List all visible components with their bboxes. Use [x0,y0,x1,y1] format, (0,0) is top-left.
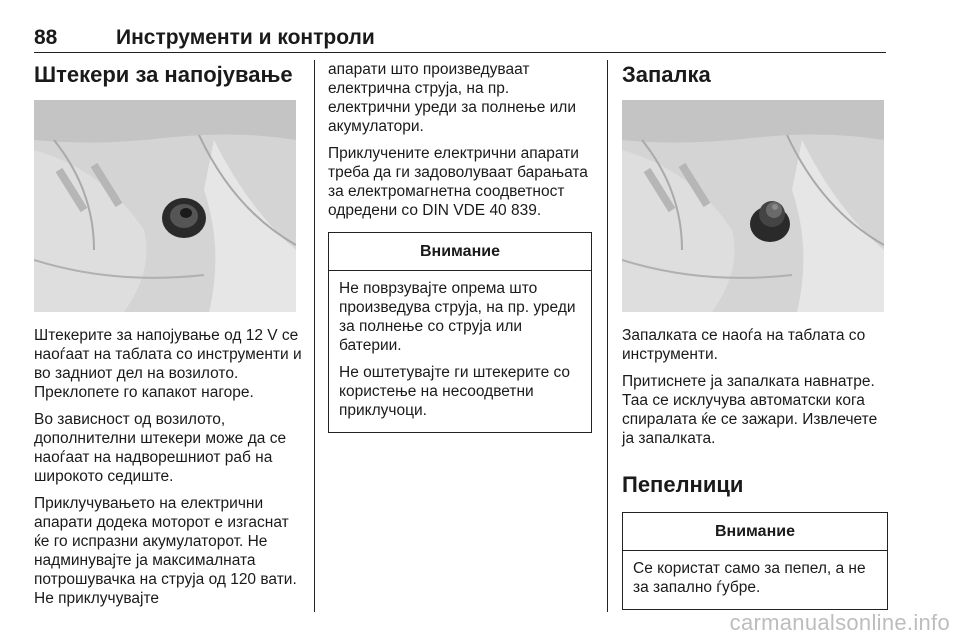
section-heading: Запалка [622,62,711,87]
cigarette-lighter-illustration [622,100,884,312]
section-heading: Штекери за напојување [34,62,293,87]
section-heading: Пепелници [622,472,744,497]
column-divider [607,60,608,612]
paragraph: апарати што произведуваат електрична струја, на пр. електрични уреди за полнење или акумулатори. [328,61,576,135]
paragraph: Во зависност од возилото, дополнителни штекери може да се наоѓаат на надворешниот раб на широкото седиште. [34,411,287,485]
page-number: 88 [34,26,58,49]
column-continued [328,60,592,433]
paragraph: Приклучувањето на електрични апарати додека моторот е изгаснат ќе го испразни акумулаторот. Не надминувајте ја максималната потрошувачка на струја од 120 вати. Не приклучувајте [34,495,297,607]
paragraph: Запалката се наоѓа на таблата со инструменти. [622,327,866,363]
column-lighter [622,60,888,610]
caution-text: Се користат само за пепел, а не за запално ѓубре. [633,560,866,596]
power-socket-illustration [34,100,296,312]
paragraph: Штекерите за напојување од 12 V се наоѓаат на таблата со инструменти и во задниот дел на возилото. Преклопете го капакот нагоре. [34,327,302,401]
caution-box [622,512,888,610]
paragraph: Притиснете ја запалката навнатре. Таа се исклучува автоматски кога спиралата ќе се зажари. Извлечете ја запалката. [622,373,878,447]
paragraph: Приклучените електрични апарати треба да ги задоволуваат барањата за електромагнетна соодветност одредени со DIN VDE 40 839. [328,145,588,219]
caution-text: Не оштетувајте ги штекерите со користење на несоодветни приклучоци. [339,364,571,419]
caution-title: Внимание [623,513,887,551]
column-divider [314,60,315,612]
page-header [34,26,886,53]
caution-text: Не поврзувајте опрема што произведува струја, на пр. уреди за полнење со струја или батерии. [339,280,576,354]
caution-box [328,232,592,433]
chapter-title: Инструменти и контроли [116,26,375,49]
watermark: carmanualsonline.info [729,610,950,635]
column-power-sockets [34,60,302,616]
caution-title: Внимание [329,233,591,271]
